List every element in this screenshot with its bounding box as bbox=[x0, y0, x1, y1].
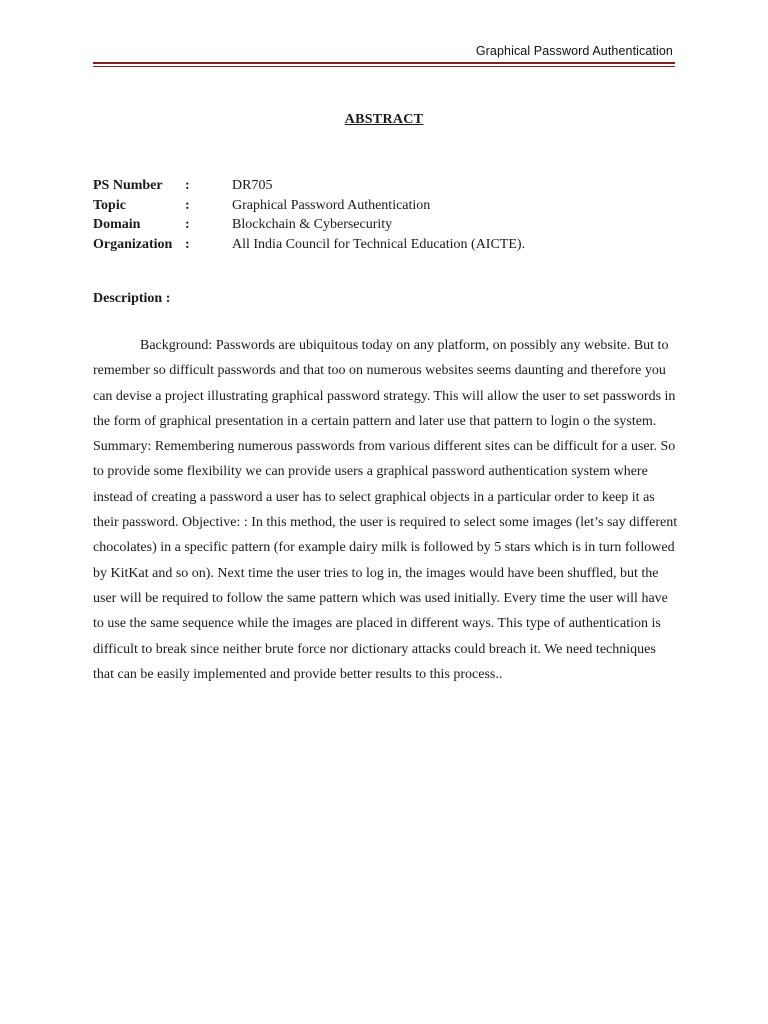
meta-colon: : bbox=[185, 178, 190, 193]
description-label: Description : bbox=[93, 291, 171, 306]
meta-value: Blockchain & Cybersecurity bbox=[232, 217, 393, 232]
meta-table bbox=[93, 176, 525, 254]
meta-row-topic bbox=[93, 196, 525, 216]
meta-label: Organization bbox=[93, 236, 173, 252]
description-body: Background: Passwords are ubiquitous today on any platform, on possibly any website. But to remember so difficult passwords and that too on numerous websites seems daunting and therefore you can devise a project illustrating graphical password strategy. This will allow the user to set passwords in the form of graphical presentation in a certain pattern and later use that pattern to login o the system. Summary: Remembering numerous passwords from various different sites can be difficult for a user. So to provide some flexibility we can provide users a graphical password authentication system where instead of creating a password a user has to select graphical objects in a particular order to keep it as their password. Objective: : In this method, the user is required to select some images (let’s say different chocolates) in a specific pattern (for example dairy milk is followed by 5 stars which is in turn followed by KitKat and so on). Next time the user tries to log in, the images would have been shuffled, but the user will be required to follow the same pattern which was used initially. Every time the user will have to use the same sequence while the images are placed in different ways. This type of authentication is difficult to break since neither brute force nor dictionary attacks could breach it. We need techniques that can be easily implemented and provide better results to this process.. bbox=[93, 338, 678, 682]
running-header: Graphical Password Authentication bbox=[475, 44, 673, 58]
meta-row-domain bbox=[93, 215, 525, 235]
header-rule-thick bbox=[93, 62, 675, 64]
meta-colon: : bbox=[185, 217, 190, 232]
abstract-heading: ABSTRACT bbox=[344, 112, 424, 127]
meta-row-organization bbox=[93, 235, 525, 255]
meta-value: All India Council for Technical Education (AICTE). bbox=[232, 236, 526, 252]
meta-label: Domain bbox=[93, 217, 141, 232]
meta-row-ps-number bbox=[93, 176, 525, 196]
meta-colon: : bbox=[185, 236, 190, 252]
meta-label: PS Number bbox=[93, 178, 163, 193]
meta-colon: : bbox=[185, 197, 190, 213]
meta-value: DR705 bbox=[232, 178, 273, 193]
meta-label: Topic bbox=[93, 197, 126, 213]
header-rule-thin bbox=[93, 66, 675, 67]
meta-value: Graphical Password Authentication bbox=[232, 197, 431, 213]
